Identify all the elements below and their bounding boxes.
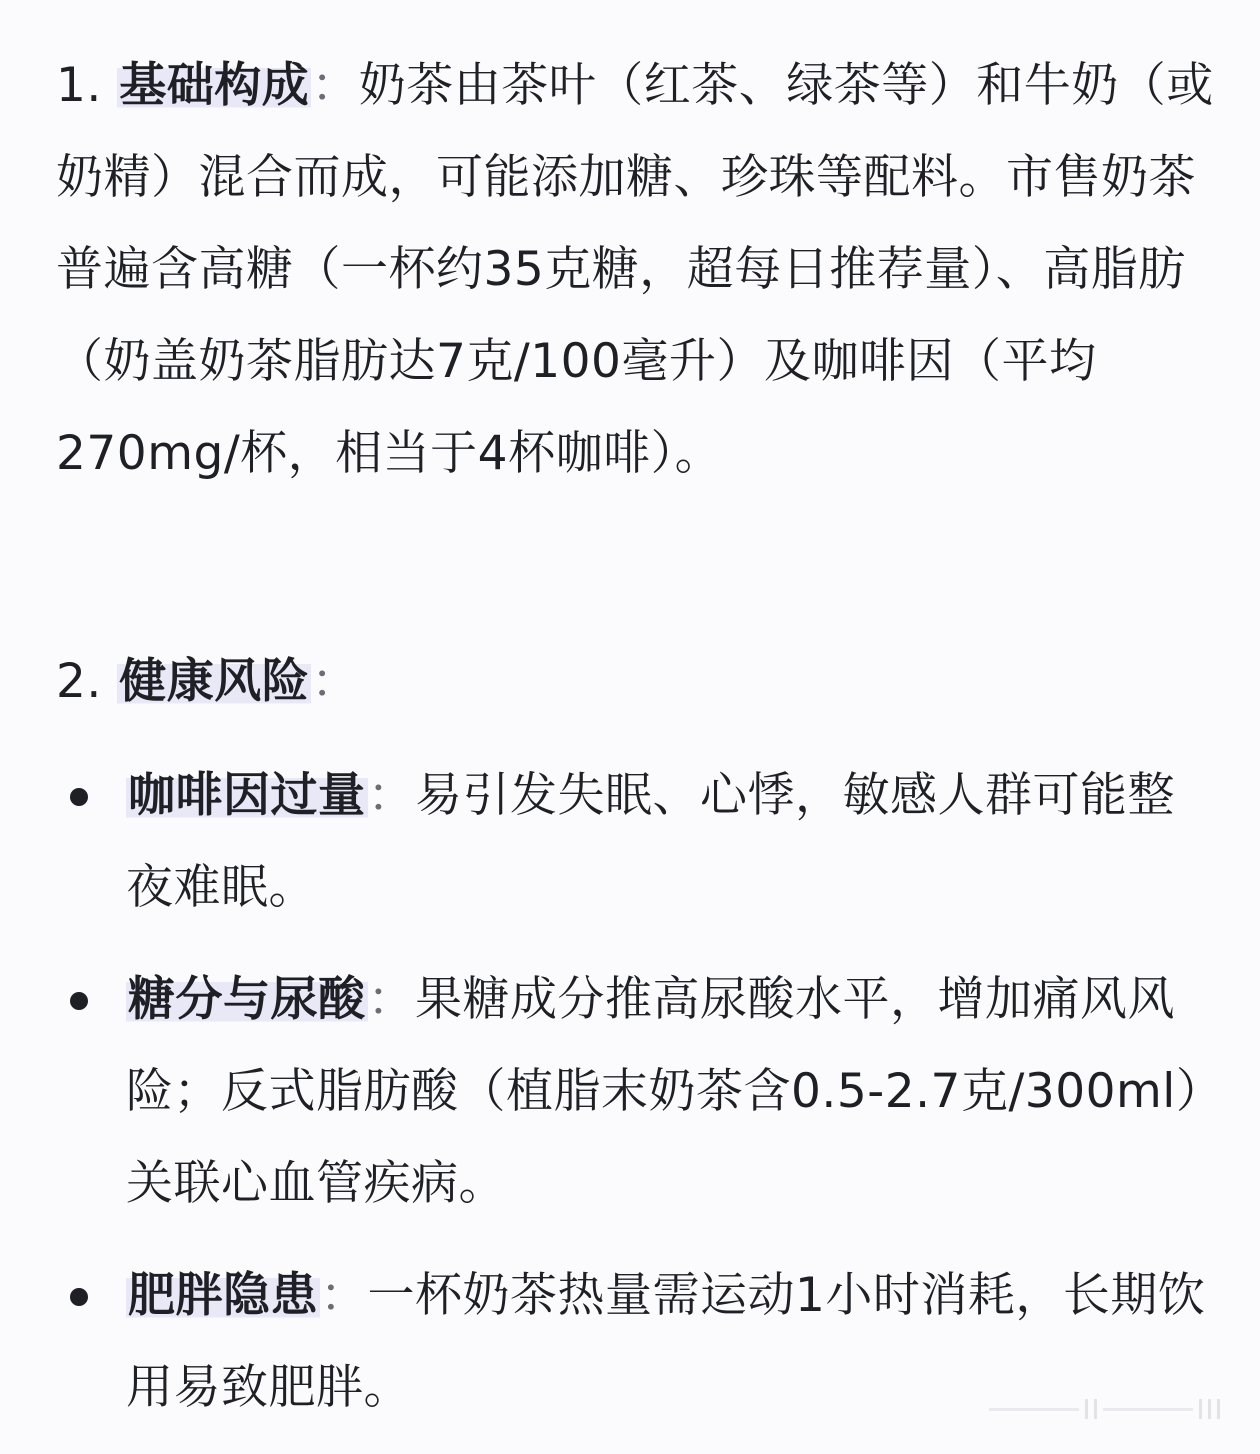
heading-separator: ： xyxy=(311,58,359,113)
section-text: 奶茶由茶叶（红茶、绿茶等）和牛奶（或奶精）混合而成，可能添加糖、珍珠等配料。市售奶茶普遍含高糖（一杯约35克糖，超每日推荐量）、高脂肪（奶盖奶茶脂肪达7克/100毫升）及咖啡因（平均270mg/杯，相当于4杯咖啡）。 xyxy=(56,58,1214,481)
heading-separator: ： xyxy=(367,768,415,823)
risk-heading: 糖分与尿酸 xyxy=(128,972,366,1027)
risk-text: 果糖成分推高尿酸水平，增加痛风风险；反式脂肪酸（植脂末奶茶含0.5-2.7克/300ml）关联心血管疾病。 xyxy=(126,972,1200,1211)
section-health-risks xyxy=(56,636,1216,1434)
heading-separator: ： xyxy=(320,1268,368,1323)
section-number: 1. xyxy=(56,58,102,113)
risk-heading: 咖啡因过量 xyxy=(128,768,366,823)
section-title-line xyxy=(56,636,1216,728)
watermark-icon xyxy=(989,1398,1220,1420)
risk-text: 一杯奶茶热量需运动1小时消耗，长期饮用易致肥胖。 xyxy=(126,1268,1206,1415)
section-number: 2. xyxy=(56,654,102,709)
section-heading: 基础构成 xyxy=(119,58,310,113)
risk-text: 易引发失眠、心悸，敏感人群可能整夜难眠。 xyxy=(126,768,1175,915)
section-basic-composition xyxy=(56,40,1216,500)
document-body xyxy=(56,40,1216,1454)
heading-separator: ： xyxy=(367,972,415,1027)
risk-item-sugar-uric-acid xyxy=(126,954,1216,1230)
section-heading: 健康风险 xyxy=(119,654,310,709)
risk-list xyxy=(56,750,1216,1434)
risk-heading: 肥胖隐患 xyxy=(128,1268,318,1323)
risk-item-caffeine xyxy=(126,750,1216,934)
heading-separator: ： xyxy=(311,654,359,709)
